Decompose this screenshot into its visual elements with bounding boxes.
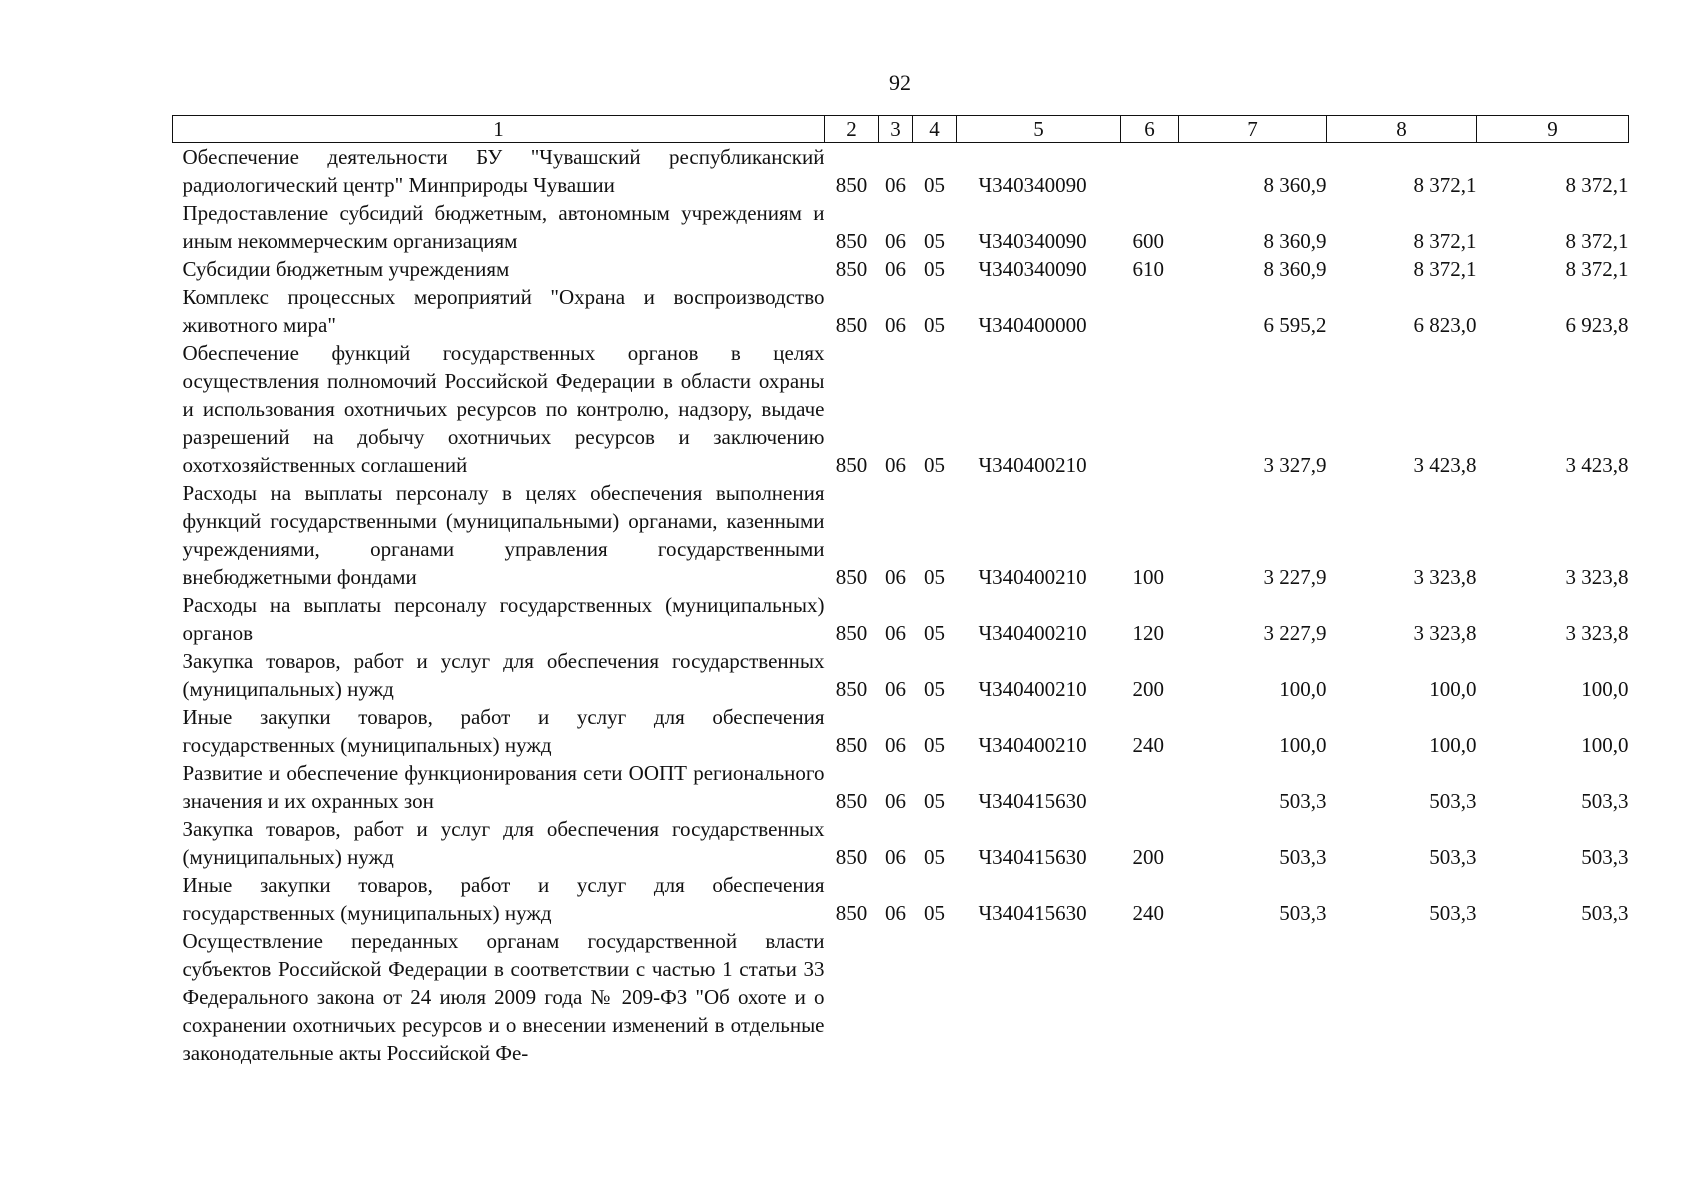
subsection-code: 05	[924, 621, 945, 645]
header-col-2: 2	[825, 116, 879, 143]
subsection-code: 05	[924, 677, 945, 701]
section-code: 06	[885, 173, 906, 197]
row-name: Иные закупки товаров, работ и услуг для обеспечения государственных (муниципальных) нужд	[182, 873, 825, 925]
section-code: 06	[885, 677, 906, 701]
table-row	[173, 591, 1629, 647]
row-name: Расходы на выплаты персоналу в целях обеспечения выполнения функций государственными (муниципальными) органами, казенными учреждениями, органами управления государственными внебюджетными фондами	[182, 481, 825, 589]
amount-col-7: 100,0	[1279, 677, 1327, 701]
table-row	[173, 703, 1629, 759]
target-article: Ч340400210	[978, 733, 1087, 757]
expense-type: 100	[1132, 565, 1164, 589]
section-code: 06	[885, 257, 906, 281]
table-row	[173, 143, 1629, 200]
row-name: Обеспечение функций государственных органов в целях осуществления полномочий Российской Федерации в области охраны и использования охотничьих ресурсов по контролю, надзору, выдаче разрешений на добычу охотничьих ресурсов и заключению охотхозяйственных соглашений	[182, 341, 825, 477]
target-article: Ч340340090	[978, 257, 1087, 281]
row-name: Обеспечение деятельности БУ "Чувашский республиканский радиологический центр" Минприроды Чувашии	[182, 145, 825, 197]
amount-col-8: 503,3	[1429, 901, 1477, 925]
subsection-code: 05	[924, 733, 945, 757]
amount-col-8: 100,0	[1429, 677, 1477, 701]
row-name: Расходы на выплаты персоналу государственных (муниципальных) органов	[182, 593, 825, 645]
header-col-8: 8	[1327, 116, 1477, 143]
target-article	[957, 927, 1121, 1067]
ministry-code: 850	[835, 229, 868, 253]
subsection-code: 05	[924, 229, 945, 253]
subsection-code: 05	[924, 789, 945, 813]
ministry-code: 850	[835, 565, 868, 589]
amount-col-7: 503,3	[1279, 901, 1327, 925]
target-article: Ч340415630	[978, 901, 1087, 925]
subsection-code: 05	[924, 901, 945, 925]
section-code: 06	[885, 453, 906, 477]
amount-col-8: 503,3	[1429, 845, 1477, 869]
amount-col-9: 503,3	[1581, 845, 1629, 869]
table-row	[173, 199, 1629, 255]
amount-col-8: 100,0	[1429, 733, 1477, 757]
ministry-code: 850	[835, 621, 868, 645]
subsection-code: 05	[924, 257, 945, 281]
target-article: Ч340340090	[978, 173, 1087, 197]
target-article: Ч340340090	[978, 229, 1087, 253]
header-row	[173, 116, 1629, 143]
budget-table	[172, 115, 1629, 1067]
header-col-4: 4	[913, 116, 957, 143]
subsection-code: 05	[924, 173, 945, 197]
section-code: 06	[885, 621, 906, 645]
ministry-code: 850	[835, 173, 868, 197]
header-col-9: 9	[1477, 116, 1629, 143]
table-row	[173, 759, 1629, 815]
row-name: Предоставление субсидий бюджетным, автономным учреждениям и иным некоммерческим организациям	[182, 201, 825, 253]
amount-col-9: 100,0	[1581, 733, 1629, 757]
expense-type: 240	[1132, 733, 1164, 757]
amount-col-8	[1327, 927, 1477, 1067]
expense-type	[1121, 283, 1179, 339]
ministry-code: 850	[835, 313, 868, 337]
table-row	[173, 927, 1629, 1067]
target-article: Ч340400210	[978, 453, 1087, 477]
ministry-code	[825, 927, 879, 1067]
section-code: 06	[885, 733, 906, 757]
row-name: Развитие и обеспечение функционирования сети ООПТ регионального значения и их охранных зон	[182, 761, 825, 813]
amount-col-7: 8 360,9	[1263, 257, 1327, 281]
amount-col-9: 8 372,1	[1565, 229, 1629, 253]
section-code: 06	[885, 565, 906, 589]
expense-type: 610	[1132, 257, 1164, 281]
page-number: 92	[889, 70, 911, 95]
target-article: Ч340400000	[978, 313, 1087, 337]
subsection-code: 05	[924, 453, 945, 477]
header-col-1: 1	[173, 116, 825, 143]
row-name: Осуществление переданных органам государственной власти субъектов Российской Федерации в соответствии с частью 1 статьи 33 Федерального закона от 24 июля 2009 года № 209-ФЗ "Об охоте и о сохранении охотничьих ресурсов и о внесении изменений в отдельные законодательные акты Российской Фе-	[182, 929, 825, 1065]
row-name: Комплекс процессных мероприятий "Охрана и воспроизводство животного мира"	[182, 285, 825, 337]
expense-type: 200	[1132, 845, 1164, 869]
expense-type: 600	[1132, 229, 1164, 253]
subsection-code: 05	[924, 565, 945, 589]
amount-col-9: 100,0	[1581, 677, 1629, 701]
amount-col-7: 503,3	[1279, 789, 1327, 813]
table-row	[173, 815, 1629, 871]
amount-col-8: 3 323,8	[1413, 621, 1477, 645]
expense-type	[1121, 143, 1179, 200]
table-row	[173, 255, 1629, 283]
table-row	[173, 339, 1629, 479]
amount-col-8: 8 372,1	[1413, 173, 1477, 197]
amount-col-9: 503,3	[1581, 789, 1629, 813]
ministry-code: 850	[835, 733, 868, 757]
subsection-code: 05	[924, 313, 945, 337]
header-col-6: 6	[1121, 116, 1179, 143]
row-name: Иные закупки товаров, работ и услуг для обеспечения государственных (муниципальных) нужд	[182, 705, 825, 757]
amount-col-7: 8 360,9	[1263, 173, 1327, 197]
amount-col-7: 3 227,9	[1263, 565, 1327, 589]
amount-col-8: 3 323,8	[1413, 565, 1477, 589]
section-code: 06	[885, 229, 906, 253]
expense-type: 200	[1132, 677, 1164, 701]
amount-col-8: 3 423,8	[1413, 453, 1477, 477]
row-name: Закупка товаров, работ и услуг для обеспечения государственных (муниципальных) нужд	[182, 817, 825, 869]
expense-type: 240	[1132, 901, 1164, 925]
section-code: 06	[885, 313, 906, 337]
expense-type	[1121, 759, 1179, 815]
amount-col-9: 6 923,8	[1565, 313, 1629, 337]
section-code: 06	[885, 789, 906, 813]
expense-type	[1121, 339, 1179, 479]
table-row	[173, 479, 1629, 591]
amount-col-7	[1179, 927, 1327, 1067]
target-article: Ч340400210	[978, 677, 1087, 701]
expense-type	[1121, 927, 1179, 1067]
amount-col-9: 3 423,8	[1565, 453, 1629, 477]
amount-col-9: 8 372,1	[1565, 257, 1629, 281]
section-code: 06	[885, 901, 906, 925]
table-row	[173, 871, 1629, 927]
target-article: Ч340400210	[978, 621, 1087, 645]
header-col-3: 3	[879, 116, 913, 143]
table-row	[173, 647, 1629, 703]
amount-col-9	[1477, 927, 1629, 1067]
amount-col-9: 3 323,8	[1565, 621, 1629, 645]
target-article: Ч340400210	[978, 565, 1087, 589]
table-header	[173, 116, 1629, 143]
amount-col-8: 6 823,0	[1413, 313, 1477, 337]
ministry-code: 850	[835, 901, 868, 925]
amount-col-7: 6 595,2	[1263, 313, 1327, 337]
amount-col-8: 503,3	[1429, 789, 1477, 813]
header-col-5: 5	[957, 116, 1121, 143]
row-name: Закупка товаров, работ и услуг для обеспечения государственных (муниципальных) нужд	[182, 649, 825, 701]
subsection-code: 05	[924, 845, 945, 869]
table-body	[173, 143, 1629, 1068]
ministry-code: 850	[835, 789, 868, 813]
table-row	[173, 283, 1629, 339]
amount-col-7: 3 227,9	[1263, 621, 1327, 645]
amount-col-8: 8 372,1	[1413, 229, 1477, 253]
expense-type: 120	[1132, 621, 1164, 645]
amount-col-7: 3 327,9	[1263, 453, 1327, 477]
amount-col-9: 3 323,8	[1565, 565, 1629, 589]
ministry-code: 850	[835, 845, 868, 869]
amount-col-7: 8 360,9	[1263, 229, 1327, 253]
amount-col-9: 8 372,1	[1565, 173, 1629, 197]
header-col-7: 7	[1179, 116, 1327, 143]
target-article: Ч340415630	[978, 845, 1087, 869]
section-code	[879, 927, 913, 1067]
section-code: 06	[885, 845, 906, 869]
amount-col-8: 8 372,1	[1413, 257, 1477, 281]
amount-col-7: 503,3	[1279, 845, 1327, 869]
amount-col-9: 503,3	[1581, 901, 1629, 925]
ministry-code: 850	[835, 677, 868, 701]
ministry-code: 850	[835, 257, 868, 281]
amount-col-7: 100,0	[1279, 733, 1327, 757]
subsection-code	[913, 927, 957, 1067]
row-name: Субсидии бюджетным учреждениям	[182, 257, 510, 281]
ministry-code: 850	[835, 453, 868, 477]
target-article: Ч340415630	[978, 789, 1087, 813]
